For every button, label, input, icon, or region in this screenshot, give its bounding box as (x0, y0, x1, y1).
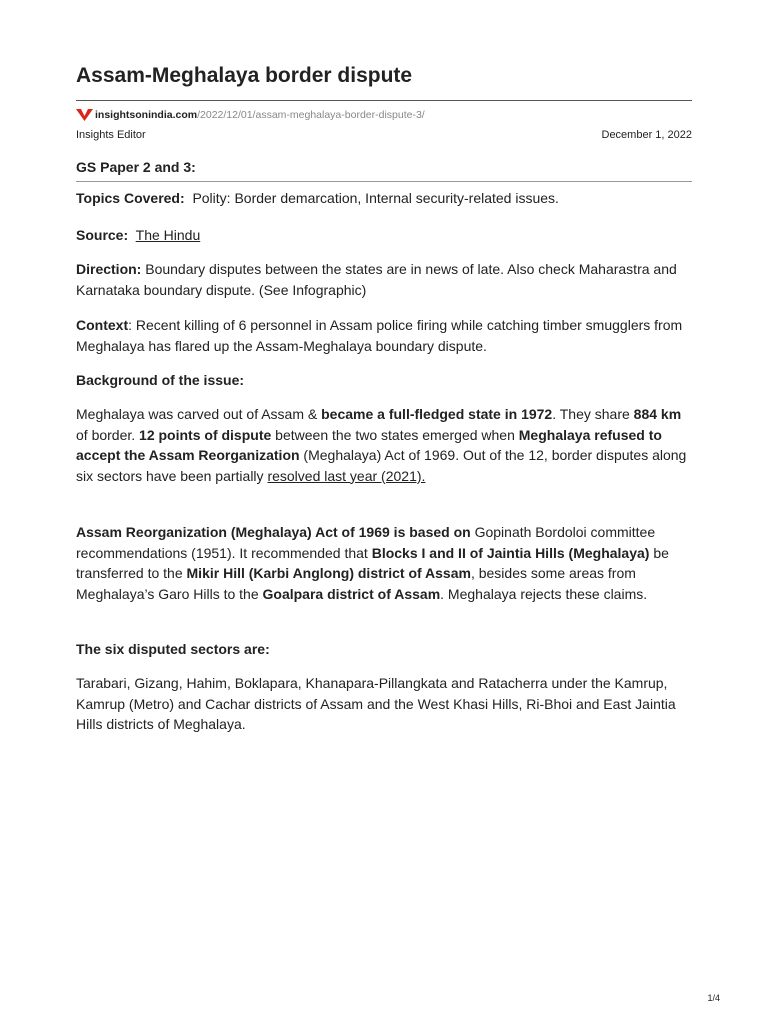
background-bold-3: 12 points of dispute (139, 426, 272, 443)
background-text-1: Meghalaya was carved out of Assam & (76, 406, 322, 422)
background-heading: Background of the issue: (76, 372, 245, 388)
topics-label: Topics Covered: (76, 190, 185, 206)
section-divider (76, 181, 692, 182)
direction-label: Direction: (76, 261, 142, 277)
background-text-3: of border. (76, 426, 140, 443)
background-text-5: (Meghalaya) Act of 1969. Out of the 12, border disputes along six sectors have been partially (76, 447, 687, 484)
reorg-text-4: . Meghalaya rejects these claims. (440, 585, 648, 602)
source-label: Source: (76, 227, 129, 243)
reorg-bold-2: Blocks I and II of Jaintia Hills (Meghalaya) (371, 544, 650, 561)
source-path[interactable]: /2022/12/01/assam-meghalaya-border-dispute-3/ (197, 109, 425, 121)
sectors-paragraph: Tarabari, Gizang, Hahim, Boklapara, Khanapara-Pillangkata and Ratacherra under the Kamrup, Kamrup (Metro) and Cachar districts of Assam and the West Khasi Hills, Ri-Bhoi and East Jaintia Hills districts of Meghalaya. (76, 675, 676, 732)
reorg-text-1: Gopinath Bordoloi committee recommendations (1951). It recommended that (76, 524, 656, 561)
reorganization-paragraph (76, 522, 692, 604)
resolved-link[interactable]: resolved last year (2021). (267, 467, 426, 484)
source-paragraph (76, 225, 692, 246)
insights-logo-icon (76, 108, 93, 122)
context-text: : Recent killing of 6 personnel in Assam police firing while catching timber smugglers from Meghalaya has flared up the Assam-Meghalaya boundary dispute. (76, 317, 683, 354)
article-title: Assam-Meghalaya border dispute (76, 64, 413, 87)
topics-text: Polity: Border demarcation, Internal security-related issues. (192, 190, 559, 206)
reorg-text-3: , besides some areas from Meghalaya’s Garo Hills to the (76, 565, 636, 602)
direction-text: Boundary disputes between the states are in news of late. Also check Maharastra and Karnataka boundary dispute. (See Infographic) (76, 261, 677, 298)
publish-date: December 1, 2022 (601, 129, 692, 141)
source-link[interactable]: The Hindu (135, 227, 201, 243)
reorg-bold-3: Mikir Hill (Karbi Anglong) district of Assam (186, 565, 471, 581)
topics-paragraph (76, 188, 692, 209)
title-divider (76, 100, 692, 101)
background-paragraph (76, 404, 692, 486)
sectors-heading: The six disputed sectors are: (76, 641, 270, 657)
direction-paragraph (76, 259, 692, 300)
gs-paper-heading: GS Paper 2 and 3: (76, 159, 196, 175)
background-bold-2: 884 km (633, 406, 682, 422)
context-label: Context (76, 317, 129, 333)
source-url[interactable] (76, 107, 425, 123)
reorg-text-2: be transferred to the (76, 544, 669, 581)
background-bold-4: Meghalaya refused to accept the Assam Reorganization (76, 426, 662, 463)
source-domain[interactable]: insightsonindia.com (95, 109, 198, 121)
author-name: Insights Editor (76, 129, 146, 141)
background-bold-1: became a full-fledged state in 1972 (321, 406, 553, 422)
background-text-2: . They share (552, 406, 634, 422)
context-paragraph (76, 315, 692, 356)
reorg-bold-4: Goalpara district of Assam (262, 585, 441, 602)
page-number: 1/4 (707, 993, 720, 1003)
background-text-4: between the two states emerged when (271, 426, 519, 443)
reorg-bold-1: Assam Reorganization (Meghalaya) Act of 1969 is based on (76, 524, 471, 540)
